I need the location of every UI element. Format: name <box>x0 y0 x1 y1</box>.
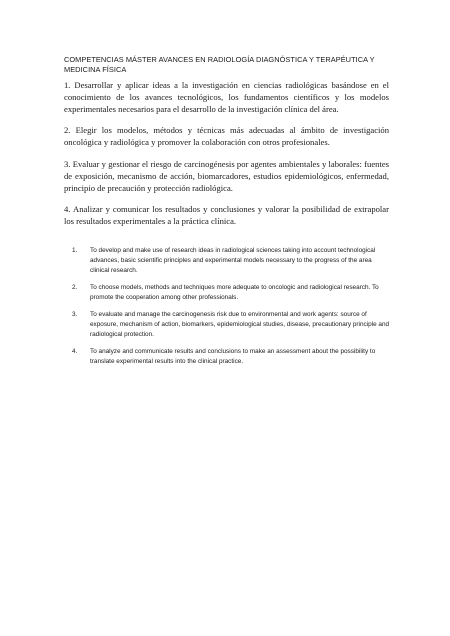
document-title: COMPETENCIAS MÁSTER AVANCES EN RADIOLOGÍA DIAGNÓSTICA Y TERAPÉUTICA Y MEDICINA FÍSICA <box>64 55 375 74</box>
english-competency-1 <box>72 246 390 276</box>
english-competency-2 <box>72 283 390 303</box>
english-competency-4 <box>72 347 390 367</box>
spanish-competency-2: 2. Elegir los modelos, métodos y técnicas más adecuadas al ámbito de investigación oncológica y radiológica y promover la colaboración con otros profesionales. <box>64 125 389 148</box>
english-competency-number: 4. <box>72 348 78 356</box>
spanish-competency-4: 4. Analizar y comunicar los resultados y conclusiones y valorar la posibilidad de extrapolar los resultados experimentales a la práctica clínica. <box>64 204 389 226</box>
spanish-competencies-list <box>64 80 389 237</box>
english-competencies-list <box>72 246 390 374</box>
english-competency-3 <box>72 310 390 340</box>
english-competency-text: To evaluate and manage the carcinogenesis risk due to environmental and work agents: source of exposure, mechanism of action, biomarkers, epidemiological studies, disease, precautionary principle and radiological protection. <box>90 311 390 339</box>
english-competency-number: 3. <box>72 311 78 319</box>
english-competency-number: 2. <box>72 284 78 292</box>
english-competency-number: 1. <box>72 247 78 254</box>
spanish-competency-1: 1. Desarrollar y aplicar ideas a la investigación en ciencias radiológicas basándose en el conocimiento de los avances tecnológicos, los fundamentos científicos y los modelos experimentales necesarios para el desarrollo de la investigación clínica del área. <box>64 80 389 114</box>
english-competency-text: To develop and make use of research ideas in radiological sciences taking into account technological advances, basic scientific principles and experimental models necessary to the progress of the area clinical research. <box>90 247 376 275</box>
english-competency-text: To analyze and communicate results and conclusions to make an assessment about the possibility to translate experimental results into the clinical practice. <box>90 348 376 366</box>
spanish-competency-3: 3. Evaluar y gestionar el riesgo de carcinogénesis por agentes ambientales y laborales: fuentes de exposición, mecanismo de acción, biomarcadores, estudios epidemiológicos, enfermedad, principio de precaución y protección radiológica. <box>64 158 389 193</box>
english-competency-text: To choose models, methods and techniques more adequate to oncologic and radiological research. To promote the cooperation among other professionals. <box>90 284 379 302</box>
